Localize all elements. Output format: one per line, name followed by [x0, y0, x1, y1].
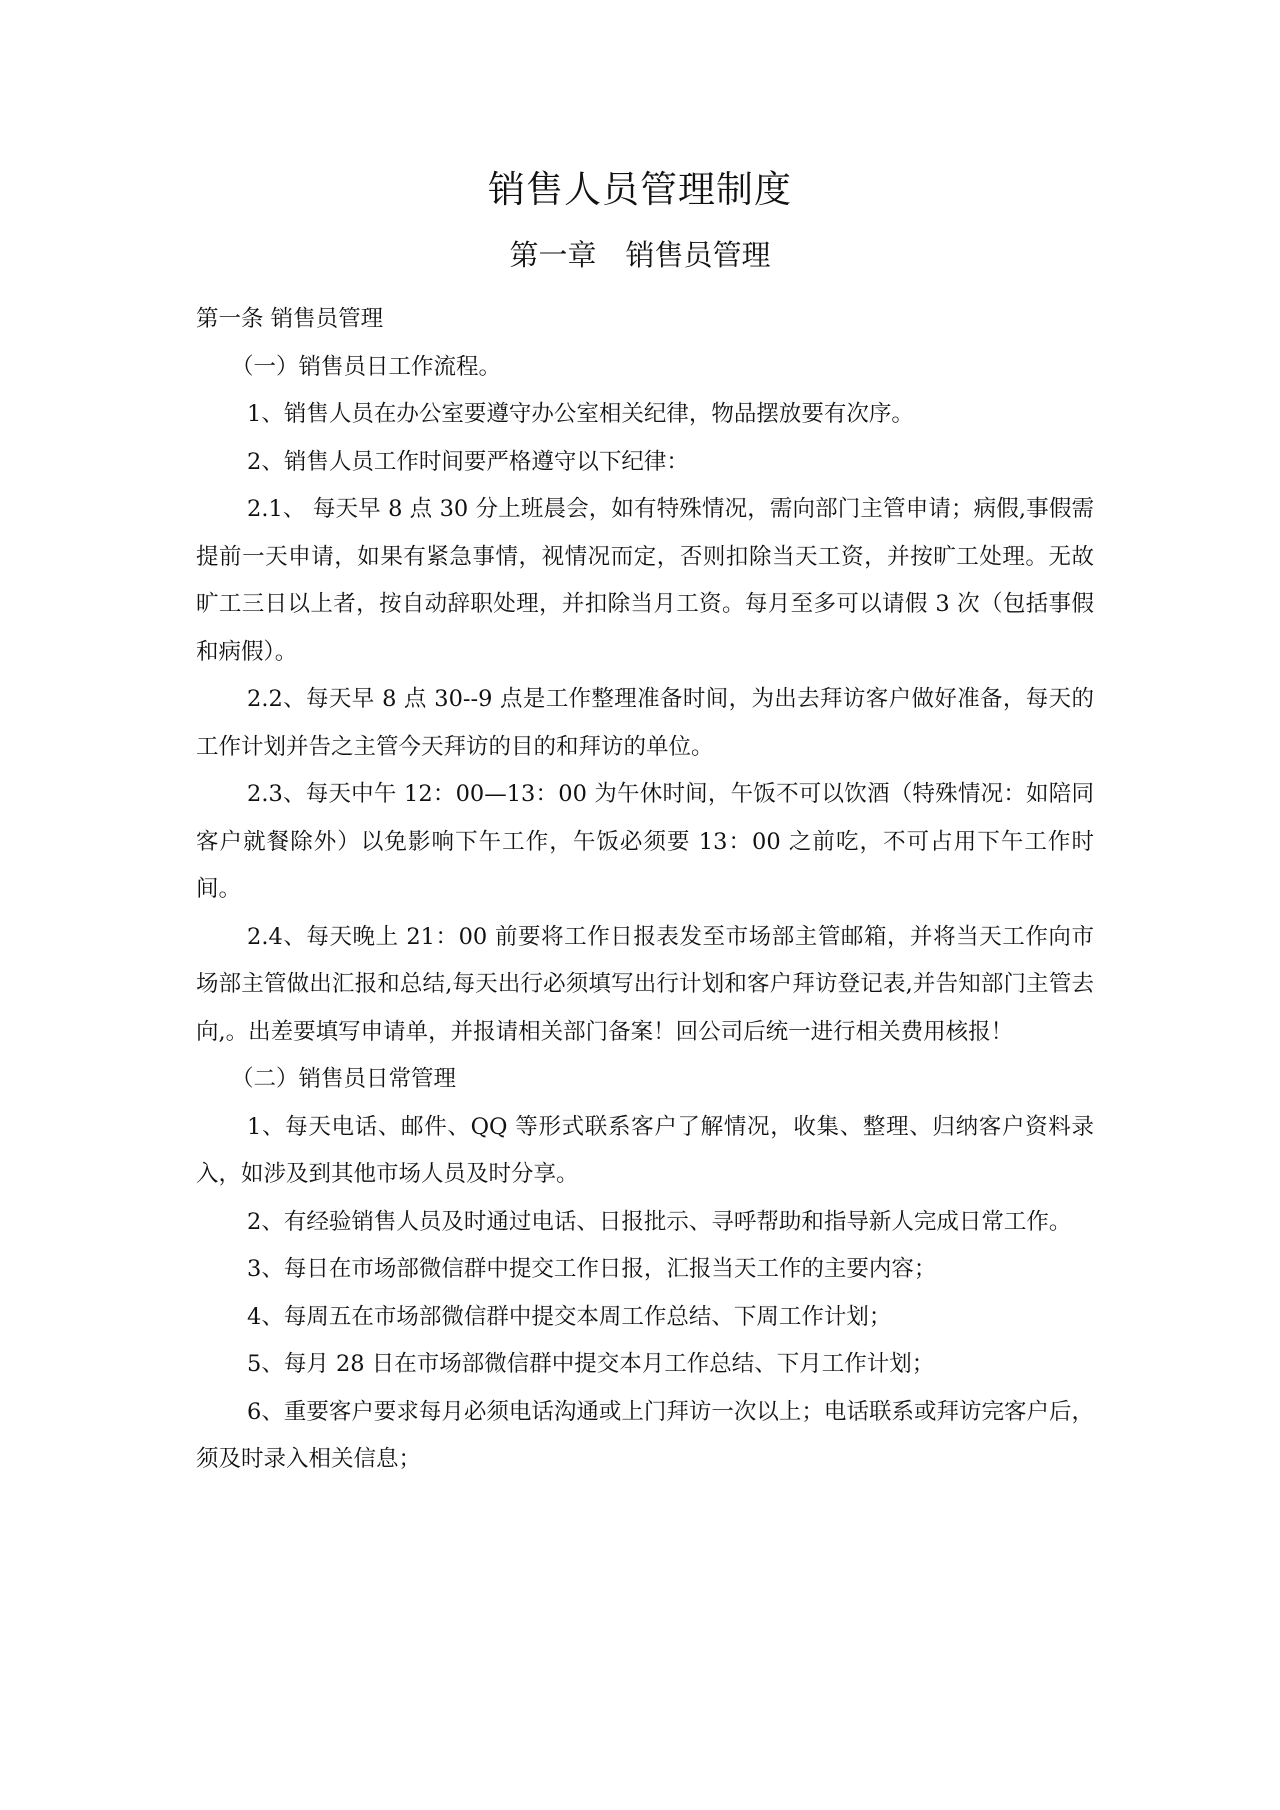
- paragraph: 2.4、每天晚上 21：00 前要将工作日报表发至市场部主管邮箱，并将当天工作向市场部主管做出汇报和总结,每天出行必须填写出行计划和客户拜访登记表,并告知部门主管去向,。出差要填写申请单，并报请相关部门备案！回公司后统一进行相关费用核报！: [196, 923, 1094, 1045]
- paragraph: 6、重要客户要求每月必须电话沟通或上门拜访一次以上；电话联系或拜访完客户后，须及时录入相关信息；: [196, 1398, 1094, 1472]
- paragraph: 2、有经验销售人员及时通过电话、日报批示、寻呼帮助和指导新人完成日常工作。: [247, 1208, 1072, 1235]
- paragraph: 2.1、 每天早 8 点 30 分上班晨会，如有特殊情况，需向部门主管申请；病假,事假需提前一天申请，如果有紧急事情，视情况而定，否则扣除当天工资，并按旷工处理。无故旷工三日以上者，按自动辞职处理，并扣除当月工资。每月至多可以请假 3 次（包括事假和病假）。: [196, 496, 1094, 665]
- paragraph: 2.3、每天中午 12：00—13：00 为午休时间，午饭不可以饮酒（特殊情况：如陪同客户就餐除外）以免影响下午工作，午饭必须要 13：00 之前吃，不可占用下午工作时间。: [196, 781, 1094, 902]
- document-body: [196, 296, 1094, 1484]
- paragraph: 5、每月 28 日在市场部微信群中提交本月工作总结、下月工作计划；: [247, 1351, 935, 1377]
- paragraph: 4、每周五在市场部微信群中提交本周工作总结、下周工作计划；: [247, 1303, 892, 1330]
- paragraph: 1、每天电话、邮件、QQ 等形式联系客户了解情况，收集、整理、归纳客户资料录入，如涉及到其他市场人员及时分享。: [196, 1113, 1094, 1187]
- document-title: 销售人员管理制度: [488, 168, 792, 211]
- paragraph: 2、销售人员工作时间要严格遵守以下纪律：: [247, 448, 689, 475]
- paragraph: 1、销售人员在办公室要遵守办公室相关纪律，物品摆放要有次序。: [247, 401, 914, 427]
- article-heading: 第一条 销售员管理: [196, 306, 384, 332]
- paragraph: 2.2、每天早 8 点 30--9 点是工作整理准备时间，为出去拜访客户做好准备，每天的工作计划并告之主管今天拜访的目的和拜访的单位。: [196, 686, 1094, 760]
- section-heading: （一）销售员日工作流程。: [231, 353, 502, 380]
- chapter-heading: 第一章 销售员管理: [509, 238, 771, 272]
- paragraph: 3、每日在市场部微信群中提交工作日报，汇报当天工作的主要内容；: [247, 1256, 937, 1282]
- section-heading: （二）销售员日常管理: [231, 1066, 457, 1092]
